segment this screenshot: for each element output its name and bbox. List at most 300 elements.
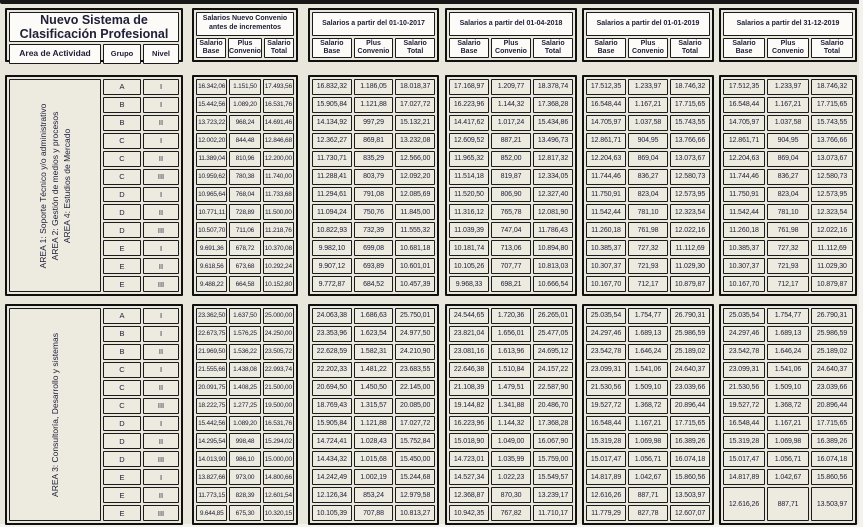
column-header: Plus Convenio [491, 38, 531, 58]
salary-cell: 21.530,56 [586, 380, 626, 396]
salary-cell: 12.022,16 [811, 222, 853, 238]
salary-cell: 11.786,43 [533, 222, 573, 238]
salary-cell: 16.067,90 [533, 433, 573, 449]
salary-cell: 713,06 [491, 240, 531, 256]
salary-cell: 844,48 [229, 133, 260, 149]
salary-cell: 20.896,44 [670, 398, 710, 414]
group-header-title: Salarios a partir del 01-10-2017 [312, 12, 435, 36]
salary-cell: 20.486,70 [533, 398, 573, 414]
salary-cell: 11.112,69 [670, 240, 710, 256]
salary-cell: 835,29 [354, 151, 394, 167]
nivel-cell: II [143, 344, 179, 360]
salary-cell: 16.074,18 [670, 451, 710, 467]
salary-cell: 25.986,59 [670, 326, 710, 342]
salary-cell: 23.081,16 [449, 344, 489, 360]
salary-cell: 11.730,71 [312, 151, 352, 167]
salary-cell: 1.209,77 [491, 79, 531, 95]
salary-cell: 18.018,37 [395, 79, 435, 95]
salary-cell: 998,48 [229, 433, 260, 449]
salary-cell: 19.500,00 [263, 398, 294, 414]
column-header: Salario Base [586, 38, 626, 58]
salary-cell: 12.327,40 [533, 187, 573, 203]
salary-cell: 23.039,66 [670, 380, 710, 396]
salary-cell: 16.389,26 [811, 433, 853, 449]
nivel-cell: I [143, 416, 179, 432]
salary-cell: 10.965,64 [196, 187, 227, 203]
salary-cell: 19.527,72 [586, 398, 626, 414]
salary-cell: 12.323,54 [670, 204, 710, 220]
salary-cell: 968,24 [229, 115, 260, 131]
salary-cell: 1.167,21 [767, 97, 809, 113]
nivel-cell: II [143, 487, 179, 503]
nivel-cell: II [143, 380, 179, 396]
salary-cell: 12.817,32 [533, 151, 573, 167]
salary-cell: 11.555,32 [395, 222, 435, 238]
salary-cell: 16.548,44 [723, 97, 765, 113]
salary-cell: 836,27 [767, 169, 809, 185]
salary-cell: 869,04 [628, 151, 668, 167]
salary-cell: 1.689,13 [767, 326, 809, 342]
nivel-cell: II [143, 258, 179, 274]
salary-cell: 1.277,25 [229, 398, 260, 414]
salary-cell: 1.541,06 [628, 362, 668, 378]
salary-cell: 10.942,35 [449, 505, 489, 521]
salary-cell: 10.601,01 [395, 258, 435, 274]
salary-cell: 11.542,44 [723, 204, 765, 220]
salary-cell: 12.323,54 [811, 204, 853, 220]
salary-block-2 [445, 75, 577, 296]
salary-cell: 19.527,72 [723, 398, 765, 414]
salary-cell: 673,68 [229, 258, 260, 274]
salary-cell: 21.530,56 [723, 380, 765, 396]
salary-cell: 12.601,54 [263, 487, 294, 503]
salary-cell: 20.085,00 [395, 398, 435, 414]
salary-cell: 12.022,16 [670, 222, 710, 238]
grupo-cell: D [103, 416, 141, 432]
salary-cell: 1.037,58 [628, 115, 668, 131]
salary-cell: 15.018,90 [449, 433, 489, 449]
salary-cell: 11.029,30 [811, 258, 853, 274]
nivel-cell: I [143, 187, 179, 203]
salary-cell: 11.744,46 [723, 169, 765, 185]
salary-cell: 12.081,90 [533, 204, 573, 220]
salary-cell: 1.479,51 [491, 380, 531, 396]
salary-cell: 11.520,50 [449, 187, 489, 203]
salary-cell: 1.089,20 [229, 416, 260, 432]
salary-cell: 1.042,67 [767, 469, 809, 485]
salary-cell: 12.846,68 [263, 133, 294, 149]
salary-block-1 [308, 75, 439, 296]
salary-cell: 12.368,87 [449, 487, 489, 503]
salary-cell: 10.771,11 [196, 204, 227, 220]
salary-cell: 21.969,50 [196, 344, 227, 360]
salary-cell: 9.772,87 [312, 276, 352, 292]
salary-cell: 750,76 [354, 204, 394, 220]
grupo-cell: D [103, 222, 141, 238]
nivel-cell: III [143, 451, 179, 467]
salary-cell: 14.817,89 [723, 469, 765, 485]
salary-cell: 23.099,31 [723, 362, 765, 378]
salary-cell: 1.089,20 [229, 97, 260, 113]
salary-cell: 11.710,17 [533, 505, 573, 521]
salary-cell: 26.265,01 [533, 308, 573, 324]
nivel-cell: III [143, 222, 179, 238]
salary-cell: 9.907,12 [312, 258, 352, 274]
salary-cell: 24.157,22 [533, 362, 573, 378]
page-top-edge [0, 0, 863, 4]
salary-cell: 14.295,54 [196, 433, 227, 449]
salary-cell: 12.609,52 [449, 133, 489, 149]
salary-cell: 18.378,74 [533, 79, 573, 95]
salary-cell: 904,95 [767, 133, 809, 149]
salary-group-header-3 [582, 8, 714, 62]
salary-cell: 24.544,65 [449, 308, 489, 324]
salary-cell: 15.442,56 [196, 97, 227, 113]
salary-cell: 10.666,54 [533, 276, 573, 292]
salary-cell: 17.715,65 [670, 416, 710, 432]
salary-cell: 10.879,87 [811, 276, 853, 292]
salary-cell: 24.297,46 [586, 326, 626, 342]
salary-cell: 761,98 [767, 222, 809, 238]
salary-cell: 13.073,67 [670, 151, 710, 167]
salary-cell: 22.587,90 [533, 380, 573, 396]
salary-cell: 11.773,15 [196, 487, 227, 503]
salary-cell: 12.616,26 [723, 487, 765, 521]
salary-cell: 10.181,74 [449, 240, 489, 256]
salary-cell: 9.982,10 [312, 240, 352, 256]
area-label-line: AREA 1: Soporte Técnico y/o administrativo [37, 103, 48, 268]
salary-cell: 16.548,44 [586, 416, 626, 432]
nivel-cell: I [143, 240, 179, 256]
salary-cell: 19.144,82 [449, 398, 489, 414]
salary-cell: 887,71 [767, 487, 809, 521]
salary-cell: 11.218,76 [263, 222, 294, 238]
salary-cell: 1.167,21 [628, 97, 668, 113]
salary-cell: 15.743,55 [811, 115, 853, 131]
salary-cell: 10.813,27 [395, 505, 435, 521]
salary-cell: 11.039,39 [449, 222, 489, 238]
column-header-grupo: Grupo [103, 44, 141, 64]
salary-cell: 1.368,72 [767, 398, 809, 414]
salary-cell: 18.222,75 [196, 398, 227, 414]
salary-cell: 1.368,72 [628, 398, 668, 414]
salary-cell: 664,58 [229, 276, 260, 292]
nivel-cell: III [143, 276, 179, 292]
grupo-cell: E [103, 487, 141, 503]
salary-cell: 10.507,70 [196, 222, 227, 238]
salary-cell: 17.715,65 [811, 97, 853, 113]
salary-cell: 10.320,15 [263, 505, 294, 521]
salary-cell: 15.905,84 [312, 97, 352, 113]
salary-cell: 11.500,00 [263, 204, 294, 220]
salary-cell: 675,30 [229, 505, 260, 521]
salary-cell: 23.353,96 [312, 326, 352, 342]
salary-cell: 1.510,84 [491, 362, 531, 378]
salary-cell: 712,17 [628, 276, 668, 292]
salary-cell: 22.993,74 [263, 362, 294, 378]
salary-cell: 13.073,67 [811, 151, 853, 167]
salary-cell: 1.056,71 [628, 451, 668, 467]
salary-cell: 781,10 [767, 204, 809, 220]
salary-cell: 16.531,76 [263, 416, 294, 432]
salary-cell: 10.370,08 [263, 240, 294, 256]
salary-cell: 12.200,00 [263, 151, 294, 167]
salary-cell: 11.514,18 [449, 169, 489, 185]
salary-cell: 823,04 [767, 187, 809, 203]
salary-cell: 14.417,62 [449, 115, 489, 131]
salary-cell: 25.035,54 [723, 308, 765, 324]
salary-cell: 11.744,46 [586, 169, 626, 185]
salary-cell: 17.027,72 [395, 416, 435, 432]
salary-cell: 1.151,50 [229, 79, 260, 95]
salary-cell: 20.896,44 [811, 398, 853, 414]
page-title: Nuevo Sistema de Clasificación Profesional [9, 12, 179, 42]
salary-cell: 15.294,02 [263, 433, 294, 449]
area-label [49, 312, 61, 517]
salary-cell: 15.860,56 [811, 469, 853, 485]
salary-cell: 10.457,39 [395, 276, 435, 292]
salary-cell: 1.167,21 [628, 416, 668, 432]
salary-cell: 15.759,00 [533, 451, 573, 467]
salary-cell: 767,82 [491, 505, 531, 521]
salary-cell: 791,08 [354, 187, 394, 203]
salary-cell: 25.189,02 [670, 344, 710, 360]
area-grupo-nivel-block [5, 75, 183, 296]
salary-cell: 1.121,88 [354, 97, 394, 113]
salary-group-header-4 [719, 8, 857, 62]
salary-cell: 10.167,70 [586, 276, 626, 292]
salary-cell: 16.223,96 [449, 97, 489, 113]
column-header-nivel: Nivel [143, 44, 179, 64]
salary-cell: 11.094,24 [312, 204, 352, 220]
salary-cell: 1.637,50 [229, 308, 260, 324]
salary-cell: 806,90 [491, 187, 531, 203]
salary-cell: 10.292,24 [263, 258, 294, 274]
salary-cell: 870,30 [491, 487, 531, 503]
grupo-cell: E [103, 276, 141, 292]
salary-cell: 1.022,23 [491, 469, 531, 485]
salary-cell: 11.965,32 [449, 151, 489, 167]
salary-cell: 18.769,43 [312, 398, 352, 414]
grupo-cell: E [103, 469, 141, 485]
salary-cell: 986,10 [229, 451, 260, 467]
salary-cell: 1.049,00 [491, 433, 531, 449]
salary-cell: 22.202,33 [312, 362, 352, 378]
salary-block-0 [192, 304, 298, 525]
area-label-line: AREA 3: Consultoría, Desarrollo y sistemas [49, 332, 60, 497]
column-header: Plus Convenio [354, 38, 394, 58]
salary-cell: 827,78 [628, 505, 668, 521]
salary-group-header-2 [445, 8, 577, 62]
salary-cell: 997,29 [354, 115, 394, 131]
salary-cell: 16.832,32 [312, 79, 352, 95]
salary-cell: 13.232,08 [395, 133, 435, 149]
salary-cell: 1.623,54 [354, 326, 394, 342]
salary-cell: 1.144,32 [491, 97, 531, 113]
salary-cell: 14.527,34 [449, 469, 489, 485]
salary-cell: 12.204,63 [723, 151, 765, 167]
salary-cell: 14.705,97 [723, 115, 765, 131]
salary-cell: 25.189,02 [811, 344, 853, 360]
grupo-cell: E [103, 240, 141, 256]
salary-cell: 11.316,12 [449, 204, 489, 220]
salary-cell: 14.434,32 [312, 451, 352, 467]
salary-cell: 10.813,03 [533, 258, 573, 274]
salary-cell: 23.542,78 [723, 344, 765, 360]
salary-cell: 25.035,54 [586, 308, 626, 324]
nivel-cell: I [143, 326, 179, 342]
group-header-title: Salarios a partir del 31-12-2019 [723, 12, 853, 36]
salary-cell: 13.239,17 [533, 487, 573, 503]
salary-cell: 1.315,57 [354, 398, 394, 414]
column-header: Salario Total [264, 38, 294, 58]
salary-cell: 15.434,86 [533, 115, 573, 131]
salary-cell: 1.720,36 [491, 308, 531, 324]
classification-header-block [5, 8, 183, 62]
area-label [37, 83, 73, 288]
salary-cell: 9.968,33 [449, 276, 489, 292]
salary-cell: 12.573,95 [670, 187, 710, 203]
salary-cell: 12.092,20 [395, 169, 435, 185]
salary-block-0 [192, 75, 298, 296]
grupo-cell: A [103, 308, 141, 324]
nivel-cell: I [143, 97, 179, 113]
salary-cell: 721,93 [628, 258, 668, 274]
salary-cell: 1.582,31 [354, 344, 394, 360]
column-header: Plus Convenio [767, 38, 809, 58]
salary-cell: 728,89 [229, 204, 260, 220]
column-header: Salario Total [395, 38, 435, 58]
column-header: Salario Base [196, 38, 226, 58]
salary-cell: 9.618,56 [196, 258, 227, 274]
salary-cell: 11.779,29 [586, 505, 626, 521]
salary-cell: 17.368,28 [533, 416, 573, 432]
salary-cell: 1.186,05 [354, 79, 394, 95]
salary-cell: 26.790,31 [670, 308, 710, 324]
nivel-cell: II [143, 204, 179, 220]
nivel-cell: I [143, 469, 179, 485]
salary-cell: 887,71 [628, 487, 668, 503]
salary-cell: 1.509,10 [628, 380, 668, 396]
salary-cell: 12.861,71 [723, 133, 765, 149]
salary-cell: 22.646,38 [449, 362, 489, 378]
salary-cell: 11.733,68 [263, 187, 294, 203]
salary-cell: 22.145,00 [395, 380, 435, 396]
salary-cell: 23.039,66 [811, 380, 853, 396]
salary-cell: 1.754,77 [628, 308, 668, 324]
salary-cell: 23.505,72 [263, 344, 294, 360]
salary-cell: 24.063,38 [312, 308, 352, 324]
salary-cell: 853,24 [354, 487, 394, 503]
salary-cell: 9.644,85 [196, 505, 227, 521]
salary-cell: 10.307,37 [586, 258, 626, 274]
salary-cell: 24.640,37 [670, 362, 710, 378]
salary-cell: 20.091,75 [196, 380, 227, 396]
salary-cell: 15.017,47 [586, 451, 626, 467]
salary-cell: 684,52 [354, 276, 394, 292]
salary-cell: 14.817,89 [586, 469, 626, 485]
salary-cell: 698,21 [491, 276, 531, 292]
salary-cell: 17.493,56 [263, 79, 294, 95]
salary-cell: 15.017,47 [723, 451, 765, 467]
salary-cell: 1.536,22 [229, 344, 260, 360]
salary-cell: 1.541,06 [767, 362, 809, 378]
grupo-cell: B [103, 97, 141, 113]
salary-cell: 11.112,69 [811, 240, 853, 256]
salary-cell: 1.037,58 [767, 115, 809, 131]
salary-cell: 10.105,39 [312, 505, 352, 521]
salary-cell: 23.821,04 [449, 326, 489, 342]
salary-cell: 15.860,56 [670, 469, 710, 485]
salary-cell: 803,79 [354, 169, 394, 185]
salary-cell: 15.244,68 [395, 469, 435, 485]
salary-cell: 732,39 [354, 222, 394, 238]
column-header: Plus Convenio [228, 38, 262, 58]
salary-cell: 693,89 [354, 258, 394, 274]
grupo-cell: C [103, 133, 141, 149]
salary-cell: 1.481,22 [354, 362, 394, 378]
salary-cell: 22.628,59 [312, 344, 352, 360]
grupo-cell: B [103, 115, 141, 131]
salary-cell: 17.512,35 [723, 79, 765, 95]
salary-cell: 11.750,91 [723, 187, 765, 203]
column-header-area: Area de Actividad [9, 44, 101, 64]
nivel-cell: I [143, 362, 179, 378]
salary-cell: 904,95 [628, 133, 668, 149]
grupo-cell: D [103, 204, 141, 220]
salary-cell: 15.752,84 [395, 433, 435, 449]
salary-cell: 23.683,55 [395, 362, 435, 378]
salary-cell: 15.905,84 [312, 416, 352, 432]
salary-cell: 781,10 [628, 204, 668, 220]
salary-cell: 721,93 [767, 258, 809, 274]
salary-cell: 1.686,63 [354, 308, 394, 324]
grupo-cell: D [103, 451, 141, 467]
grupo-cell: D [103, 187, 141, 203]
salary-cell: 17.368,28 [533, 97, 573, 113]
salary-cell: 707,88 [354, 505, 394, 521]
salary-cell: 1.121,88 [354, 416, 394, 432]
nivel-cell: III [143, 169, 179, 185]
salary-cell: 11.845,00 [395, 204, 435, 220]
column-header: Salario Total [533, 38, 573, 58]
salary-cell: 12.573,95 [811, 187, 853, 203]
salary-cell: 12.580,73 [811, 169, 853, 185]
salary-cell: 10.152,80 [263, 276, 294, 292]
salary-cell: 11.260,18 [586, 222, 626, 238]
salary-cell: 10.167,70 [723, 276, 765, 292]
column-header: Salario Base [449, 38, 489, 58]
salary-cell: 711,06 [229, 222, 260, 238]
salary-block-2 [445, 304, 577, 525]
grupo-cell: E [103, 505, 141, 521]
salary-cell: 14.723,01 [449, 451, 489, 467]
salary-cell: 24.297,46 [723, 326, 765, 342]
nivel-cell: III [143, 398, 179, 414]
nivel-cell: II [143, 115, 179, 131]
salary-cell: 15.000,00 [263, 451, 294, 467]
salary-cell: 14.724,41 [312, 433, 352, 449]
salary-cell: 828,39 [229, 487, 260, 503]
salary-cell: 1.015,68 [354, 451, 394, 467]
grupo-cell: C [103, 398, 141, 414]
salary-cell: 18.746,32 [811, 79, 853, 95]
area-label-line: AREA 2: Gestión de medios y procesos [49, 111, 60, 260]
salary-cell: 14.705,97 [586, 115, 626, 131]
salary-cell: 869,81 [354, 133, 394, 149]
grupo-cell: D [103, 433, 141, 449]
salary-cell: 699,08 [354, 240, 394, 256]
